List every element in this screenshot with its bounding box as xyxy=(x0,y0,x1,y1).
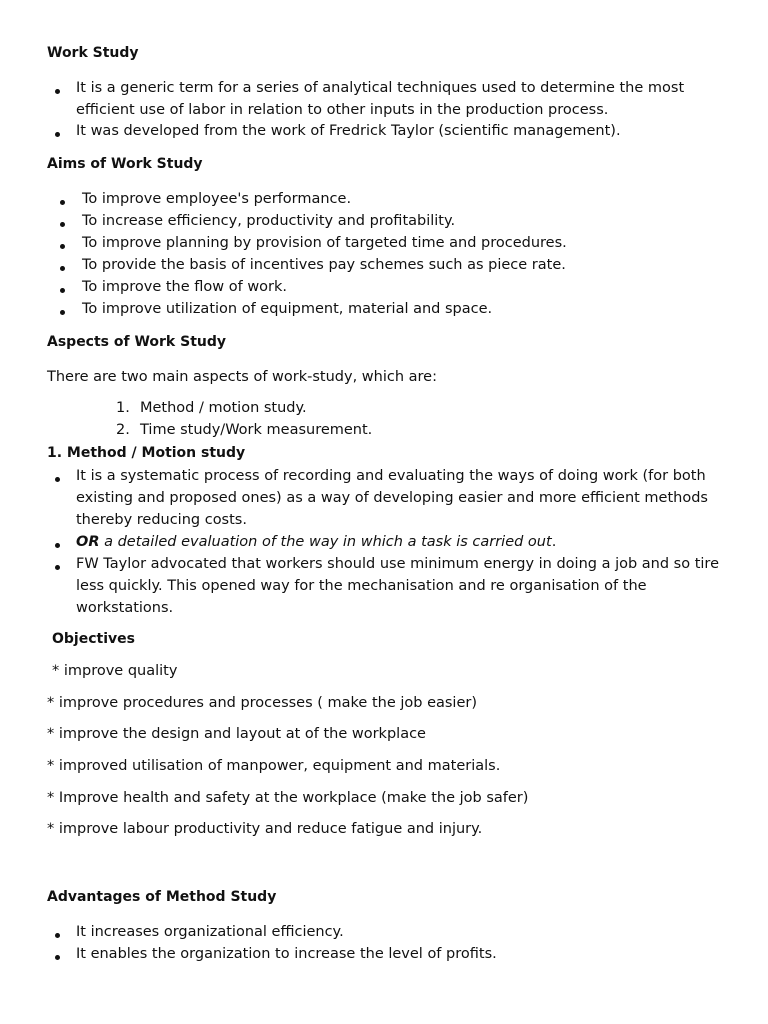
aims-item-3: To improve planning by provision of targeted time and procedures. xyxy=(82,235,567,251)
definition-period: . xyxy=(551,534,557,550)
aspects-list-item-1: Method / motion study. xyxy=(140,400,307,416)
or-label: OR xyxy=(76,534,100,550)
objective-item-2: * improve procedures and processes ( make the job easier) xyxy=(47,695,478,711)
method-bullet-1-line-3: thereby reducing costs. xyxy=(76,512,247,528)
work-study-bullet-1-line-1: It is a generic term for a series of analytical techniques used to determine the most xyxy=(76,80,685,96)
method-bullet-1-line-1: It is a systematic process of recording and evaluating the ways of doing work (for both xyxy=(76,468,706,484)
bullet-icon xyxy=(55,132,60,137)
objective-item-1: * improve quality xyxy=(52,663,178,679)
aims-item-1: To improve employee's performance. xyxy=(82,191,352,207)
bullet-icon xyxy=(60,244,65,249)
bullet-icon xyxy=(60,266,65,271)
method-bullet-3-line-3: workstations. xyxy=(76,600,174,616)
work-study-bullet-2: It was developed from the work of Fredrick Taylor (scientific management). xyxy=(76,123,621,139)
method-bullet-3-line-1: FW Taylor advocated that workers should use minimum energy in doing a job and so tire xyxy=(76,556,719,572)
bullet-icon xyxy=(60,310,65,315)
aspects-intro: There are two main aspects of work-study, which are: xyxy=(47,369,437,385)
heading-objectives: Objectives xyxy=(52,631,135,647)
bullet-icon xyxy=(60,200,65,205)
advantage-item-1: It increases organizational efficiency. xyxy=(76,924,344,940)
bullet-icon xyxy=(55,955,60,960)
definition-text: a detailed evaluation of the way in which a task is carried out xyxy=(104,534,552,550)
method-bullet-2 xyxy=(76,534,556,550)
aims-item-4: To provide the basis of incentives pay schemes such as piece rate. xyxy=(82,257,566,273)
work-study-bullet-1-line-2: efficient use of labor in relation to other inputs in the production process. xyxy=(76,102,609,118)
objective-item-6: * improve labour productivity and reduce fatigue and injury. xyxy=(47,821,483,837)
bullet-icon xyxy=(55,543,60,548)
aspects-list-num-2: 2. xyxy=(116,422,130,438)
aims-item-2: To increase efficiency, productivity and profitability. xyxy=(82,213,456,229)
bullet-icon xyxy=(55,565,60,570)
method-bullet-3-line-2: less quickly. This opened way for the mechanisation and re organisation of the xyxy=(76,578,647,594)
heading-aims: Aims of Work Study xyxy=(47,156,203,172)
advantage-item-2: It enables the organization to increase the level of profits. xyxy=(76,946,497,962)
heading-advantages: Advantages of Method Study xyxy=(47,889,277,905)
objective-item-3: * improve the design and layout at of the workplace xyxy=(47,726,426,742)
bullet-icon xyxy=(60,222,65,227)
bullet-icon xyxy=(55,89,60,94)
method-bullet-1-line-2: existing and proposed ones) as a way of developing easier and more efficient methods xyxy=(76,490,708,506)
heading-work-study: Work Study xyxy=(47,45,139,61)
heading-aspects: Aspects of Work Study xyxy=(47,334,227,350)
objective-item-5: * Improve health and safety at the workplace (make the job safer) xyxy=(47,790,529,806)
bullet-icon xyxy=(55,477,60,482)
bullet-icon xyxy=(55,933,60,938)
aims-item-5: To improve the flow of work. xyxy=(82,279,288,295)
heading-method-study: 1. Method / Motion study xyxy=(47,445,246,461)
objective-item-4: * improved utilisation of manpower, equipment and materials. xyxy=(47,758,501,774)
bullet-icon xyxy=(60,288,65,293)
aspects-list-item-2: Time study/Work measurement. xyxy=(140,422,373,438)
aims-item-6: To improve utilization of equipment, material and space. xyxy=(82,301,493,317)
aspects-list-num-1: 1. xyxy=(116,400,130,416)
